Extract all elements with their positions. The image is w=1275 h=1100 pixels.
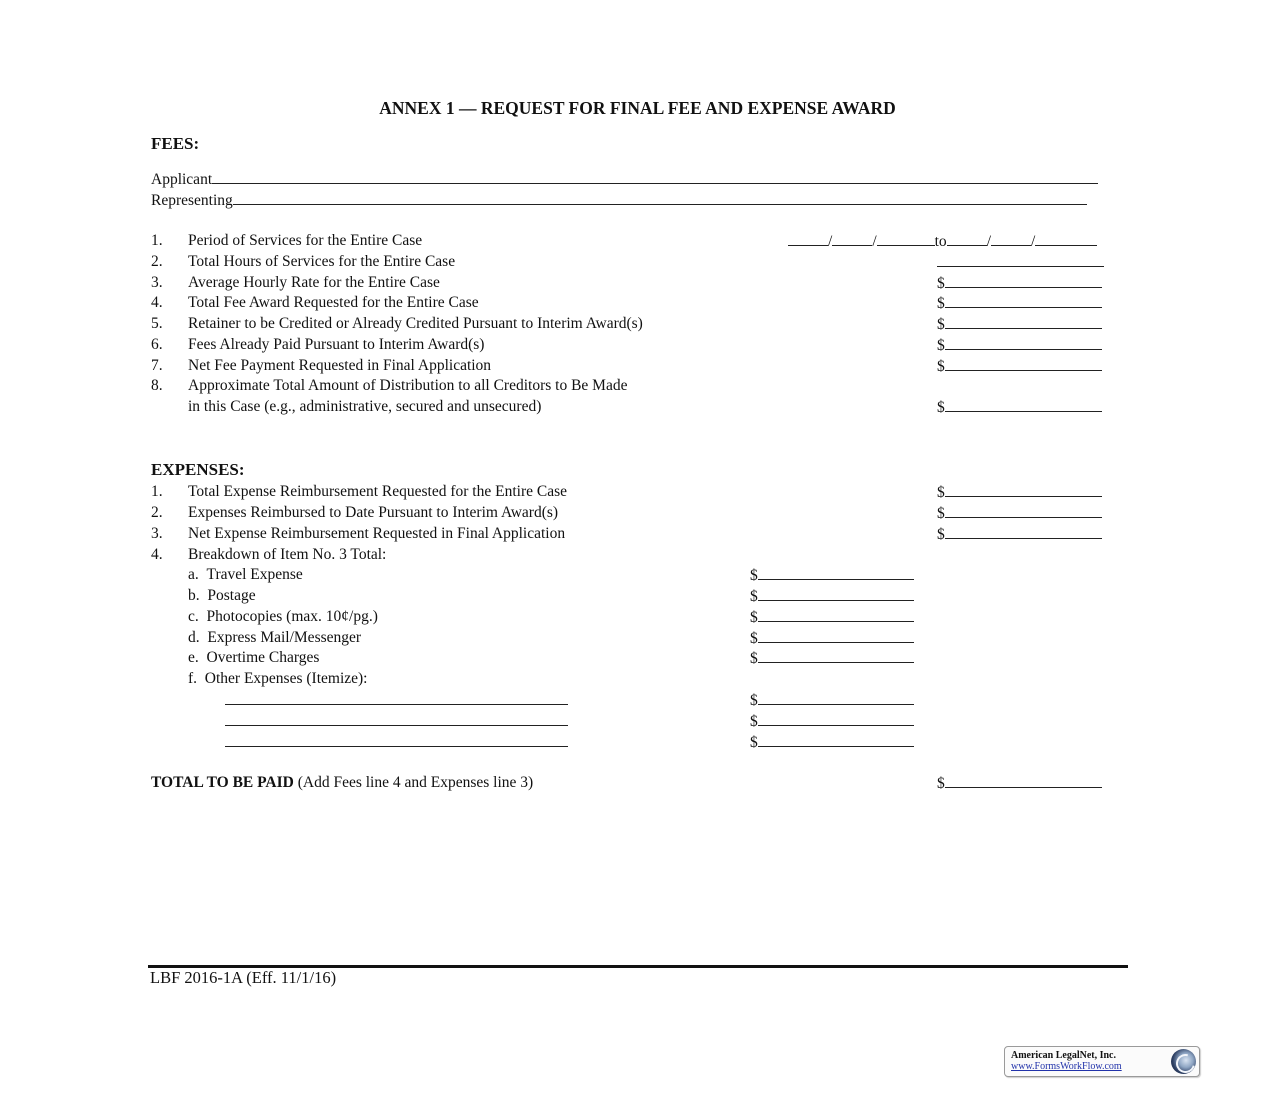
dollar-sign: $: [937, 399, 945, 416]
fee-item-label: Total Hours of Services for the Entire Case: [188, 253, 456, 270]
dollar-sign: $: [750, 713, 758, 730]
fee-item-number: 5.: [151, 315, 163, 332]
date-separator: /: [872, 233, 877, 250]
fees-heading: FEES:: [151, 134, 200, 153]
fee-item-label: Fees Already Paid Pursuant to Interim Award(s): [188, 336, 485, 353]
form-id: LBF 2016-1A (Eff. 11/1/16): [150, 968, 337, 987]
net-fee-payment-field[interactable]: [945, 356, 1102, 371]
start-day-field[interactable]: [832, 231, 872, 246]
expense-item-number: 1.: [151, 483, 163, 500]
dollar-sign: $: [750, 692, 758, 709]
breakdown-label: Travel Expense: [206, 566, 303, 583]
dollar-sign: $: [937, 775, 945, 792]
other-expense-amount-field[interactable]: [758, 711, 914, 726]
date-separator: /: [1031, 233, 1036, 250]
overtime-charges-field[interactable]: [758, 648, 914, 663]
net-expense-reimbursement-field[interactable]: [945, 524, 1102, 539]
dollar-sign: $: [937, 484, 945, 501]
total-label-bold: TOTAL TO BE PAID: [151, 774, 294, 791]
other-expense-amount-field[interactable]: [758, 732, 914, 747]
breakdown-item: [188, 628, 361, 648]
fee-item-number: 8.: [151, 377, 163, 394]
creditor-distribution-field[interactable]: [945, 397, 1102, 412]
representing-row: [151, 190, 1087, 211]
globe-icon: [1171, 1049, 1196, 1074]
expenses-reimbursed-field[interactable]: [945, 503, 1102, 518]
dollar-sign: $: [750, 650, 758, 667]
fee-item-label: Total Fee Award Requested for the Entire Case: [188, 294, 479, 311]
fee-item-number: 7.: [151, 357, 163, 374]
other-expense-amount-field[interactable]: [758, 690, 914, 705]
dollar-sign: $: [750, 734, 758, 751]
publisher-name: American LegalNet, Inc.: [1011, 1050, 1116, 1061]
breakdown-letter: c.: [188, 608, 199, 625]
breakdown-letter: b.: [188, 587, 200, 604]
total-to-be-paid-field[interactable]: [945, 773, 1102, 788]
dollar-sign: $: [937, 275, 945, 292]
total-expense-reimbursement-field[interactable]: [945, 482, 1102, 497]
other-expense-description-field[interactable]: [225, 690, 568, 705]
fee-item-label: Period of Services for the Entire Case: [188, 232, 423, 249]
fee-item-label: Approximate Total Amount of Distribution to all Creditors to Be Made: [188, 377, 628, 394]
breakdown-label: Postage: [207, 587, 256, 604]
expense-item-label: Total Expense Reimbursement Requested for the Entire Case: [188, 483, 567, 500]
end-day-field[interactable]: [991, 231, 1031, 246]
dollar-sign: $: [937, 505, 945, 522]
breakdown-item: [188, 565, 303, 585]
expense-item-number: 4.: [151, 546, 163, 563]
hourly-rate-field[interactable]: [945, 273, 1102, 288]
fee-item-label-continued: in this Case (e.g., administrative, secured and unsecured): [188, 398, 542, 415]
expenses-heading: EXPENSES:: [151, 460, 245, 479]
dollar-sign: $: [937, 295, 945, 312]
fee-item-number: 6.: [151, 336, 163, 353]
applicant-field[interactable]: [212, 169, 1098, 184]
breakdown-item: [188, 586, 256, 606]
period-date-range: [788, 231, 1097, 252]
fee-item-number: 2.: [151, 253, 163, 270]
breakdown-label: Overtime Charges: [206, 649, 320, 666]
total-hours-field[interactable]: [937, 252, 1104, 267]
express-mail-field[interactable]: [758, 628, 914, 643]
dollar-sign: $: [750, 630, 758, 647]
total-to-be-paid-label: [151, 773, 533, 793]
dollar-sign: $: [937, 337, 945, 354]
expense-item-label: Net Expense Reimbursement Requested in Final Application: [188, 525, 566, 542]
expense-item-number: 3.: [151, 525, 163, 542]
breakdown-item: [188, 648, 319, 668]
photocopies-field[interactable]: [758, 607, 914, 622]
to-label: to: [934, 233, 947, 250]
end-year-field[interactable]: [1035, 231, 1097, 246]
dollar-sign: $: [937, 316, 945, 333]
publisher-badge[interactable]: [1004, 1046, 1200, 1077]
breakdown-letter: d.: [188, 629, 200, 646]
breakdown-letter: e.: [188, 649, 199, 666]
dollar-sign: $: [750, 588, 758, 605]
other-expense-description-field[interactable]: [225, 711, 568, 726]
date-separator: /: [828, 233, 833, 250]
start-year-field[interactable]: [877, 231, 935, 246]
dollar-sign: $: [750, 609, 758, 626]
travel-expense-field[interactable]: [758, 565, 914, 580]
dollar-sign: $: [937, 358, 945, 375]
breakdown-letter: a.: [188, 566, 199, 583]
page-title: ANNEX 1 — REQUEST FOR FINAL FEE AND EXPENSE AWARD: [379, 98, 896, 118]
fee-item-label: Net Fee Payment Requested in Final Application: [188, 357, 492, 374]
breakdown-letter: f.: [188, 670, 198, 687]
date-separator: /: [986, 233, 991, 250]
representing-field[interactable]: [233, 190, 1087, 205]
total-fee-award-field[interactable]: [945, 293, 1102, 308]
breakdown-label: Express Mail/Messenger: [207, 629, 362, 646]
breakdown-label: Photocopies (max. 10¢/pg.): [206, 608, 378, 625]
other-expense-description-field[interactable]: [225, 732, 568, 747]
fee-item-number: 4.: [151, 294, 163, 311]
fee-item-number: 1.: [151, 232, 163, 249]
total-label-note: (Add Fees line 4 and Expenses line 3): [293, 774, 534, 791]
publisher-link[interactable]: www.FormsWorkFlow.com: [1011, 1061, 1122, 1072]
postage-field[interactable]: [758, 586, 914, 601]
dollar-sign: $: [937, 526, 945, 543]
applicant-label: Applicant: [151, 171, 213, 188]
fee-item-label: Average Hourly Rate for the Entire Case: [188, 274, 440, 291]
start-month-field[interactable]: [788, 231, 828, 246]
expense-item-label: Breakdown of Item No. 3 Total:: [188, 546, 387, 563]
end-month-field[interactable]: [947, 231, 987, 246]
expense-item-number: 2.: [151, 504, 163, 521]
fees-already-paid-field[interactable]: [945, 335, 1102, 350]
breakdown-item: [188, 669, 367, 689]
breakdown-item: [188, 607, 378, 627]
fee-item-number: 3.: [151, 274, 163, 291]
dollar-sign: $: [750, 567, 758, 584]
applicant-row: [151, 169, 1098, 190]
fee-item-label: Retainer to be Credited or Already Credited Pursuant to Interim Award(s): [188, 315, 643, 332]
retainer-credited-field[interactable]: [945, 314, 1102, 329]
breakdown-label: Other Expenses (Itemize):: [204, 670, 368, 687]
representing-label: Representing: [151, 192, 233, 209]
expense-item-label: Expenses Reimbursed to Date Pursuant to Interim Award(s): [188, 504, 559, 521]
